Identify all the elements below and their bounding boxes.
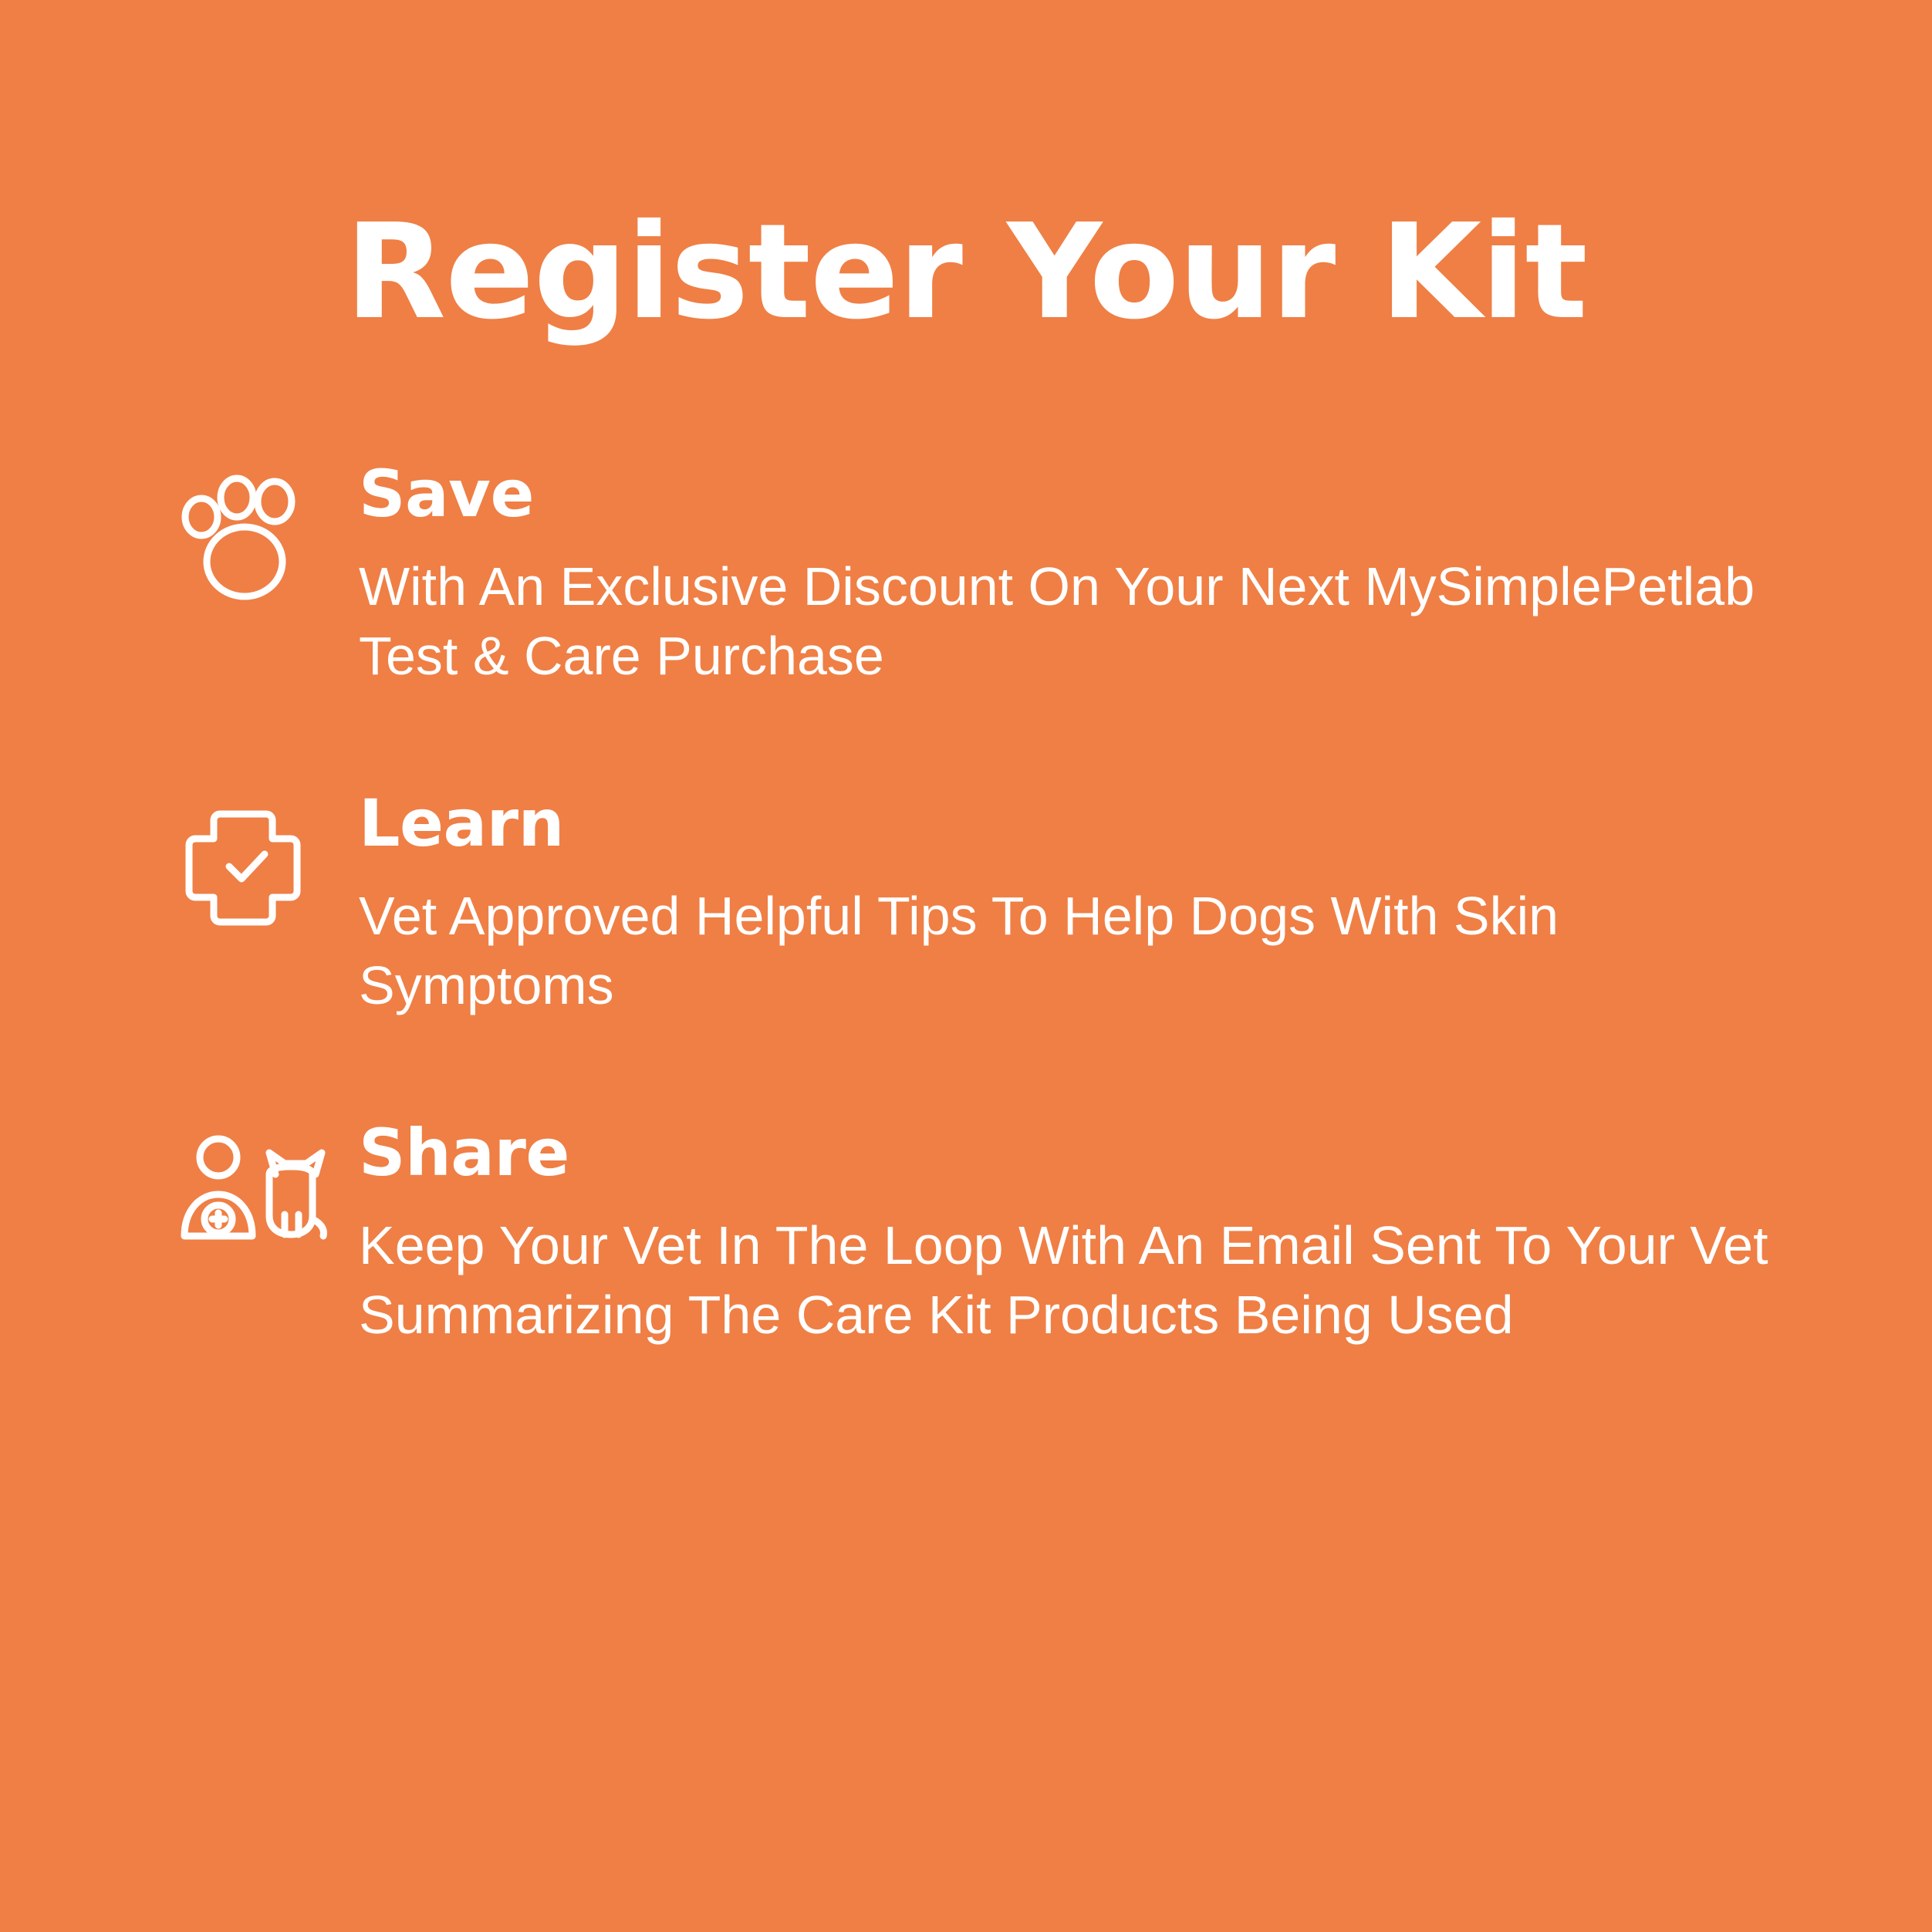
feature-text-share <box>359 1115 1839 1349</box>
paw-print-icon <box>174 461 359 616</box>
page-title: Register Your Kit <box>345 196 1587 349</box>
feature-item-learn <box>174 785 1839 1020</box>
feature-item-save <box>174 456 1839 691</box>
feature-text-save <box>359 456 1839 691</box>
feature-body: Keep Your Vet In The Loop With An Email Sent To Your Vet Summarizing The Care Kit Products Being Used <box>359 1215 1768 1345</box>
medical-cross-check-icon <box>174 791 359 945</box>
feature-heading: Share <box>359 1115 569 1191</box>
feature-list <box>0 456 1932 1350</box>
feature-item-share <box>174 1115 1839 1349</box>
feature-body: With An Exclusive Discount On Your Next MySimplePetlab Test & Care Purchase <box>359 556 1755 686</box>
feature-text-learn <box>359 785 1839 1020</box>
feature-body: Vet Approved Helpful Tips To Help Dogs With Skin Symptoms <box>359 886 1559 1015</box>
feature-heading: Learn <box>359 785 564 862</box>
feature-heading: Save <box>359 456 534 532</box>
person-with-pet-icon <box>174 1120 359 1275</box>
